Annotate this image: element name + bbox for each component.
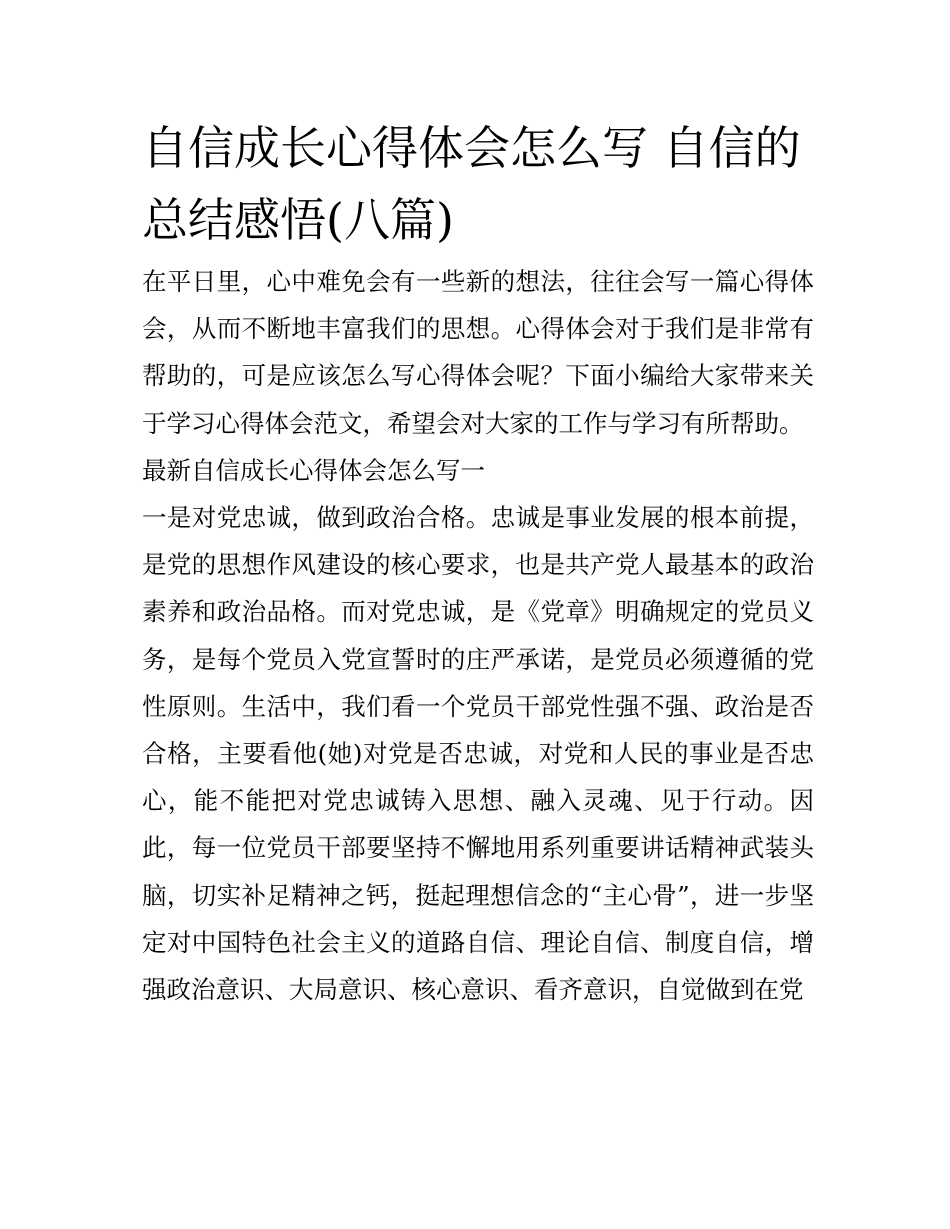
intro-paragraph: 在平日里，心中难免会有一些新的想法，往往会写一篇心得体会，从而不断地丰富我们的思想。心得体会对于我们是非常有帮助的，可是应该怎么写心得体会呢？下面小编给大家带来关于学习心得体会范文，希望会对大家的工作与学习有所帮助。 (142, 267, 814, 438)
section-heading: 最新自信成长心得体会怎么写一 (142, 455, 485, 485)
document-body (142, 258, 814, 1013)
document-title: 自信成长心得体会怎么写 自信的总结感悟(八篇) (142, 121, 801, 247)
section-paragraph: 一是对党忠诚，做到政治合格。忠诚是事业发展的根本前提，是党的思想作风建设的核心要求，也是共产党人最基本的政治素养和政治品格。而对党忠诚，是《党章》明确规定的党员义务，是每个党员入党宣誓时的庄严承诺，是党员必须遵循的党性原则。生活中，我们看一个党员干部党性强不强、政治是否合格，主要看他(她)对党是否忠诚，对党和人民的事业是否忠心，能不能把对党忠诚铸入思想、融入灵魂、见于行动。因此，每一位党员干部要坚持不懈地用系列重要讲话精神武装头脑，切实补足精神之钙，挺起理想信念的“主心骨”，进一步坚定对中国特色社会主义的道路自信、理论自信、制度自信，增强政治意识、大局意识、核心意识、看齐意识，自觉做到在党 (142, 503, 814, 1005)
document-page (142, 112, 814, 1013)
